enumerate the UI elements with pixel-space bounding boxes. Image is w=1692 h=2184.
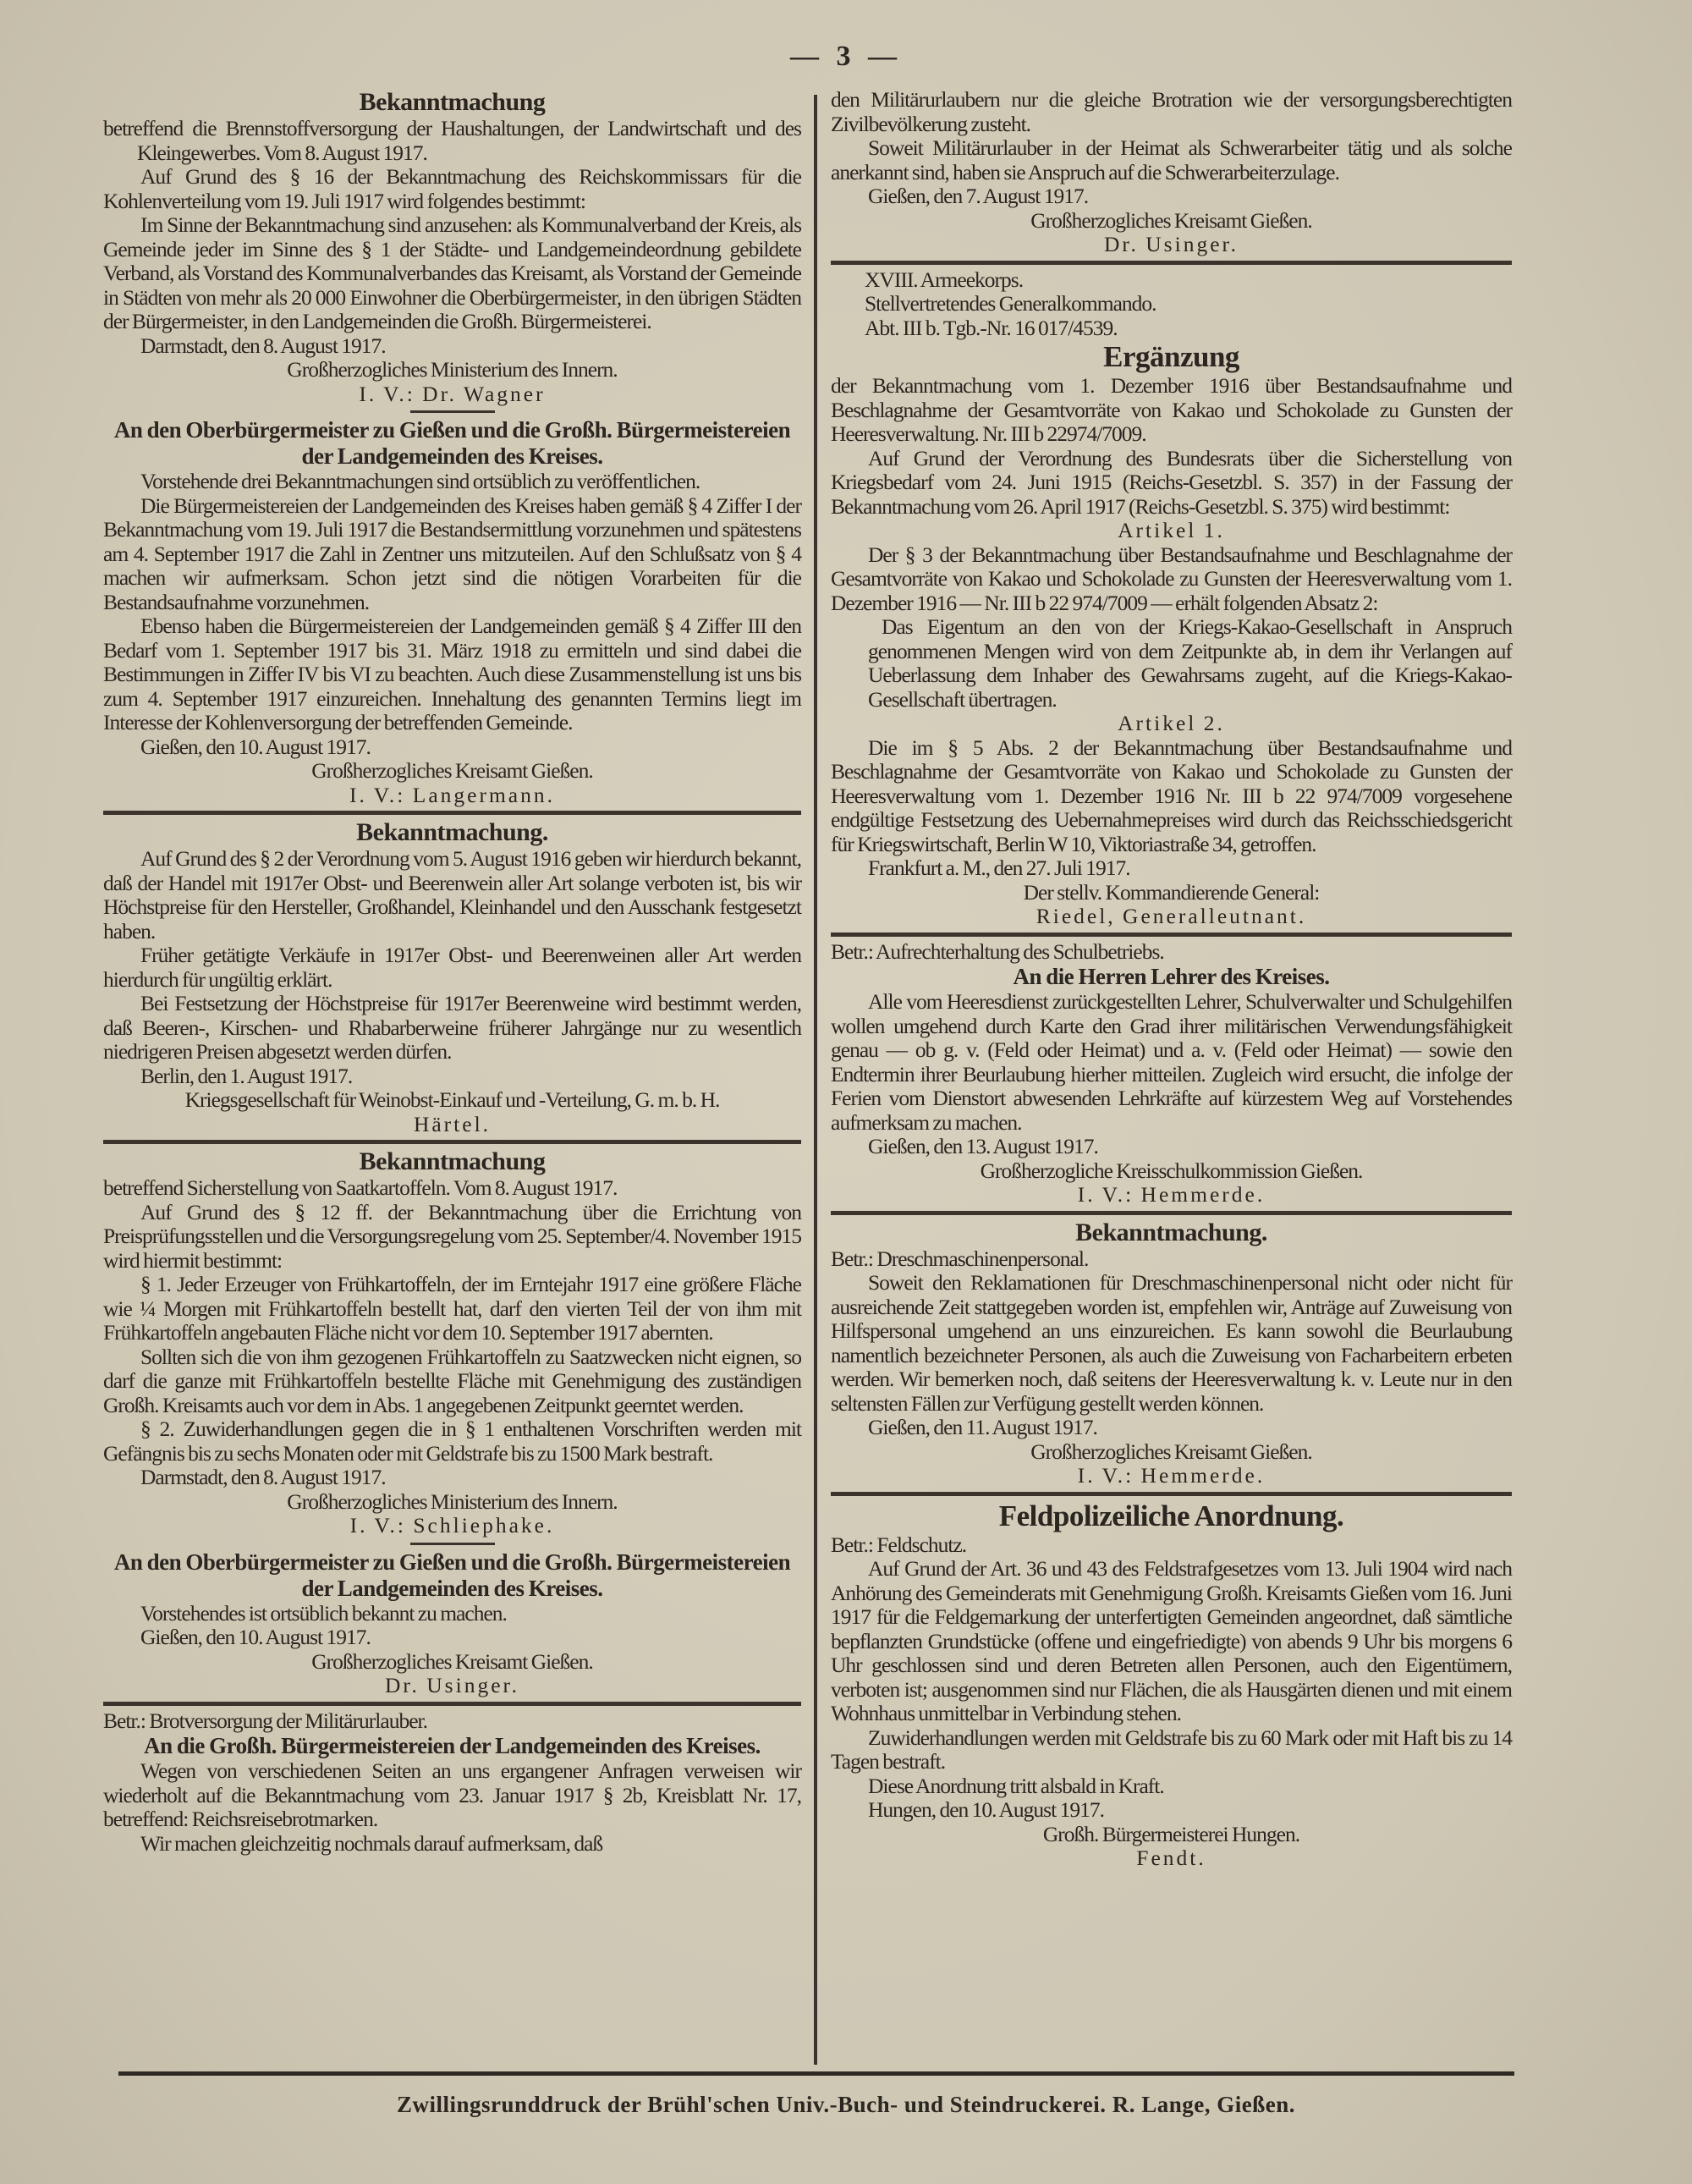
paragraph: Wir machen gleichzeitig nochmals darauf aufmerksam, daß (140, 1830, 603, 1856)
notice-seed-potatoes (103, 1147, 801, 1538)
paragraph: Vorstehendes ist ortsüblich bekannt zu machen. (140, 1600, 507, 1626)
paragraph: Der § 3 der Bekanntmachung über Bestandsaufnahme und Beschlagnahme der Gesamtvorräte von Kakao und Schokolade zu Gunsten der Heeresverwaltung vom 1. Dezember 1916 — Nr. III b 22 974/7009 — erhält folgenden Absatz 2: (831, 542, 1512, 615)
divider (831, 261, 1512, 265)
authority: Großherzogliches Kreisamt Gießen. (311, 1648, 593, 1674)
paragraph: Die Bürgermeistereien der Landgemeinden des Kreises haben gemäß § 4 Ziffer I der Bekanntmachung vom 19. Juli 1917 die Bestandsermittlung vorzunehmen und spätestens am 4. September 1917 die Zahl in Zentner uns mitzuteilen. Auf den Schlußsatz von § 4 machen wir aufmerksam. Schon jetzt sind die nötigen Vorarbeiten für die Bestandsaufnahme vorzunehmen. (103, 492, 801, 614)
notice-subtitle: betreffend Sicherstellung von Saatkartoffeln. Vom 8. August 1917. (103, 1175, 618, 1200)
notice-bread-supply (103, 1709, 801, 1857)
subject-line: Betr.: Dreschmaschinenpersonal. (831, 1246, 1089, 1271)
authority: Großherzogliches Kreisamt Gießen. (311, 758, 593, 783)
page-number: — 3 — (790, 41, 902, 72)
paragraph: § 2. Zuwiderhandlungen gegen die in § 1 enthaltenen Vorschriften werden mit Gefängnis bis zu sechs Monaten oder mit Geldstrafe bis zu 1500 Mark bestraft. (103, 1417, 801, 1466)
paragraph: Diese Anordnung tritt alsbald in Kraft. (868, 1773, 1164, 1798)
paragraph: Soweit Militärurlauber in der Heimat als Schwerarbeiter tätig und als solche anerkannt sind, haben sie Anspruch auf die Schwerarbeiterzulage. (831, 135, 1512, 184)
signature: I. V.: Schliephake. (349, 1513, 555, 1538)
paragraph: § 1. Jeder Erzeuger von Frühkartoffeln, der im Erntejahr 1917 eine größere Fläche wie ¼ Morgen mit Frühkartoffeln bestellt hat, darf den vierten Teil der von ihm mit Frühkartoffeln angebauten Fläche nicht vor dem 10. September 1917 abernten. (103, 1272, 801, 1345)
right-column (831, 88, 1512, 2066)
notice-fuel-supply (103, 88, 801, 406)
notice-title: Bekanntmachung. (356, 818, 548, 846)
paragraph: Auf Grund des § 16 der Bekanntmachung des Reichskommissars für die Kohlenverteilung vom 19. Juli 1917 wird folgendes bestimmt: (103, 164, 801, 213)
notice-title: Bekanntmachung (359, 88, 546, 116)
signature: Dr. Usinger. (385, 1673, 519, 1697)
place-date: Hungen, den 10. August 1917. (868, 1797, 1104, 1822)
authority: Großherzogliche Kreisschulkommission Gießen. (980, 1158, 1363, 1183)
signature: Dr. Usinger. (1104, 232, 1239, 256)
reference-number: Abt. III b. Tgb.-Nr. 16 017/4539. (865, 315, 1118, 340)
paragraph: Bei Festsetzung der Höchstpreise für 1917er Beerenweine wird bestimmt werden, daß Beeren-, Kirschen- und Rhabarberweine früherer Jahrgänge nur zu wesentlich niedrigeren Preisen abgesetzt werden dürfen. (103, 991, 801, 1064)
authority: Großherzogliches Kreisamt Gießen. (1030, 207, 1312, 233)
place-date: Gießen, den 7. August 1917. (868, 184, 1089, 208)
paragraph: Früher getätigte Verkäufe in 1917er Obst- und Beerenweinen aller Art werden hierdurch für ungültig erklärt. (103, 943, 801, 992)
notice-field-police (831, 1499, 1512, 1871)
paragraph: Auf Grund der Art. 36 und 43 des Feldstrafgesetzes vom 13. Juli 1904 wird nach Anhörung des Gemeinderats mit Genehmigung Großh. Kreisamts Gießen vom 16. Juni 1917 für die Feldgemarkung der unterfertigten Gemeinden angeordnet, daß sämtliche bepflanzten Grundstücke (offene und eingefriedigte) von abends 9 Uhr bis morgens 6 Uhr geschlossen sind und deren Betreten allen Personen, auch den Eigentümern, verboten ist; ausgenommen sind nur Flächen, die als Hausgärten dienen und mit einem Wohnhaus unmittelbar in Verbindung stehen. (831, 1556, 1512, 1725)
notice-title: Ergänzung (1103, 340, 1239, 373)
authority: Großherzogliches Ministerium des Innern. (287, 1488, 618, 1514)
divider (103, 1702, 801, 1706)
notice-title: An den Oberbürgermeister zu Gießen und die Großh. Bürgermeistereien der Landgemeinden des Kreises. (113, 1549, 791, 1601)
place-date: Frankfurt a. M., den 27. Juli 1917. (868, 855, 1130, 880)
place-date: Gießen, den 10. August 1917. (140, 734, 371, 759)
divider (103, 1140, 801, 1144)
paragraph: Wegen von verschiedenen Seiten an uns ergangener Anfragen verweisen wir wiederholt auf die Bekanntmachung vom 23. Januar 1917 § 2b, Kreisblatt Nr. 17, betreffend: Reichsreisebrotmarken. (103, 1758, 801, 1831)
notice-subtitle: betreffend die Brennstoffversorgung der Haushaltungen, der Landwirtschaft und des Kleingewerbes. Vom 8. August 1917. (103, 116, 801, 165)
divider (410, 410, 495, 413)
divider (103, 811, 801, 815)
signature: I. V.: Hemmerde. (1077, 1182, 1266, 1207)
divider (831, 1211, 1512, 1215)
place-date: Gießen, den 10. August 1917. (140, 1625, 371, 1649)
place-date: Gießen, den 13. August 1917. (868, 1134, 1098, 1158)
article-heading: Artikel 1. (1118, 518, 1225, 542)
paragraph: Alle vom Heeresdienst zurückgestellten Lehrer, Schulverwalter und Schulgehilfen wollen umgehend durch Karte den Grad ihrer militärischen Verwendungsfähigkeit genau — ob g. v. (Feld oder Heimat) und a. v. (Feld oder Heimat) — sowie den Endtermin ihrer Beurlaubung hierher mitteilen. Zugleich wird ersucht, die infolge der Ferien vom Dienstort abwesenden Lehrkräfte auf kürzestem Weg auf Vorstehendes aufmerksam zu machen. (831, 989, 1512, 1135)
paragraph: Zuwiderhandlungen werden mit Geldstrafe bis zu 60 Mark oder mit Haft bis zu 14 Tagen bestraft. (831, 1725, 1512, 1774)
authority: Großherzogliches Kreisamt Gießen. (1030, 1439, 1312, 1464)
divider (831, 1492, 1512, 1496)
divider (410, 1543, 495, 1545)
signature: I. V.: Langermann. (349, 782, 555, 807)
paragraph: Auf Grund der Verordnung des Bundesrats über die Sicherstellung von Kriegsbedarf vom 24. Juni 1915 (Reichs-Gesetzbl. S. 357) in der Fassung der Bekanntmachung vom 26. April 1917 (Reichs-Gesetzbl. S. 375) wird bestimmt: (831, 445, 1512, 519)
paragraph: Sollten sich die von ihm gezogenen Frühkartoffeln zu Saatzwecken nicht eignen, so darf die ganze mit Frühkartoffeln bestellte Fläche mit Genehmigung des zuständigen Großh. Kreisamts auch vor dem in Abs. 1 angegebenen Zeitpunkt geerntet werden. (103, 1344, 801, 1417)
signature: Riedel, Generalleutnant. (1036, 904, 1307, 928)
command: Stellvertretendes Generalkommando. (865, 291, 1156, 316)
place-date: Gießen, den 11. August 1917. (868, 1415, 1097, 1439)
notice-bread-supply-continued (831, 88, 1512, 257)
paragraph: den Militärurlaubern nur die gleiche Brotration wie der versorgungsberechtigten Zivilbevölkerung zusteht. (831, 87, 1512, 136)
place-date: Darmstadt, den 8. August 1917. (140, 1465, 386, 1489)
subject-line: Betr.: Feldschutz. (831, 1532, 967, 1557)
notice-title: Bekanntmachung (359, 1147, 546, 1175)
notice-to-mayors-2 (103, 1549, 801, 1698)
subject-line: Betr.: Brotversorgung der Militärurlauber. (103, 1708, 427, 1733)
subject-line: Betr.: Aufrechterhaltung des Schulbetriebs. (831, 938, 1164, 964)
signature: I. V.: Dr. Wagner (359, 381, 546, 406)
paragraph: Ebenso haben die Bürgermeistereien der Landgemeinden gemäß § 4 Ziffer III den Bedarf vom 1. September 1917 bis 31. März 1918 zu ermitteln und sind dabei die Bestimmungen in Ziffer IV bis VI zu beachten. Auch diese Zusammenstellung ist uns bis zum 4. September 1917 einzureichen. Innehaltung des genannten Termins liegt im Interesse der Kohlenversorgung der betreffenden Gemeinde. (103, 613, 801, 734)
notice-title: An den Oberbürgermeister zu Gießen und die Großh. Bürgermeistereien der Landgemeinden des Kreises. (113, 417, 791, 469)
paragraph: Im Sinne der Bekanntmachung sind anzusehen: als Kommunalverband der Kreis, als Gemeinde jeder im Sinne des § 1 der Städte- und Landgemeindeordnung gebildete Verband, als Vorstand des Kommunalverbandes das Kreisamt, als Vorstand der Gemeinde in Städten von mehr als 20 000 Einwohner die Oberbürgermeister, in den übrigen Städten der Bürgermeister, in den Landgemeinden die Großh. Bürgermeisterei. (103, 212, 801, 333)
notice-to-mayors (103, 417, 801, 807)
authority: Großh. Bürgermeisterei Hungen. (1042, 1821, 1300, 1846)
quoted-paragraph: Das Eigentum an den von der Kriegs-Kakao-Gesellschaft in Anspruch genommenen Mengen wird von dem Zeitpunkte ab, in dem ihr Verlangen auf Ueberlassung dem Inhaber des Gewahrsams zugeht, auf die Kriegs-Kakao-Gesellschaft übertragen. (868, 614, 1512, 712)
army-corps: XVIII. Armeekorps. (865, 267, 1024, 292)
notice-title: Bekanntmachung. (1075, 1218, 1267, 1246)
place-date: Darmstadt, den 8. August 1917. (140, 333, 386, 358)
paragraph: Die im § 5 Abs. 2 der Bekanntmachung über Bestandsaufnahme und Beschlagnahme der Gesamtvorräte von Kakao und Schokolade zu Gunsten der Heeresverwaltung vom 1. Dezember 1916 Nr. III b 22 974/7009 vorgesehene endgültige Festsetzung des Uebernahmepreises wird durch das Reichsschiedsgericht für Kriegswirtschaft, Berlin W 10, Viktoriastraße 34, getroffen. (831, 734, 1512, 856)
signature: I. V.: Hemmerde. (1077, 1463, 1266, 1488)
paragraph: Auf Grund des § 2 der Verordnung vom 5. August 1916 geben wir hierdurch bekannt, daß der Handel mit 1917er Obst- und Beerenwein aller Art solange verboten ist, bis wir Höchstpreise für den Hersteller, Großhandel, Kleinhandel und den Ausschank festgesetzt haben. (103, 846, 801, 943)
column-divider (814, 95, 817, 2065)
divider (831, 932, 1512, 937)
notice-cocoa-supplement (831, 268, 1512, 929)
authority: Der stellv. Kommandierende General: (1023, 879, 1320, 905)
footer-rule (118, 2071, 1514, 2076)
paragraph: Soweit den Reklamationen für Dreschmaschinenpersonal nicht oder nicht für ausreichende Zeit stattgegeben worden ist, empfehlen wir, Anträge auf Zuweisung von Hilfspersonal umgehend an uns einzureichen. Es kann sowohl die Beurlaubung namentlich bezeichneter Personen, als auch die Zuweisung von Facharbeitern erbeten werden. Wir bemerken noch, daß seitens der Heeresverwaltung k. v. Leute nur in den seltensten Fällen zur Verfügung gestellt werden können. (831, 1270, 1512, 1416)
notice-teachers (831, 940, 1512, 1208)
paragraph: Auf Grund des § 12 ff. der Bekanntmachung über die Errichtung von Preisprüfungsstellen und die Versorgungsregelung vom 25. September/4. November 1915 wird hiermit bestimmt: (103, 1199, 801, 1273)
notice-title: An die Großh. Bürgermeistereien der Landgemeinden des Kreises. (144, 1733, 761, 1758)
left-column (103, 88, 801, 2066)
authority: Kriegsgesellschaft für Weinobst-Einkauf und -Verteilung, G. m. b. H. (184, 1087, 720, 1112)
paragraph: Vorstehende drei Bekanntmachungen sind ortsüblich zu veröffentlichen. (140, 469, 700, 493)
authority: Großherzogliches Ministerium des Innern. (287, 357, 618, 382)
notice-fruit-wine (103, 818, 801, 1136)
notice-threshing-staff (831, 1219, 1512, 1488)
article-heading: Artikel 2. (1118, 711, 1225, 735)
signature: Härtel. (413, 1111, 492, 1136)
signature: Fendt. (1136, 1846, 1206, 1870)
place-date: Berlin, den 1. August 1917. (140, 1063, 353, 1088)
notice-title: An die Herren Lehrer des Kreises. (1013, 964, 1330, 989)
notice-subtitle: der Bekanntmachung vom 1. Dezember 1916 über Bestandsaufnahme und Beschlagnahme der Gesamtvorräte von Kakao und Schokolade zu Gunsten der Heeresverwaltung. Nr. III b 22974/7009. (831, 373, 1512, 446)
printer-imprint: Zwillingsrunddruck der Brühl'schen Univ.-Buch- und Steindruckerei. R. Lange, Gießen. (397, 2092, 1295, 2117)
notice-title: Feldpolizeiliche Anordnung. (998, 1499, 1344, 1532)
